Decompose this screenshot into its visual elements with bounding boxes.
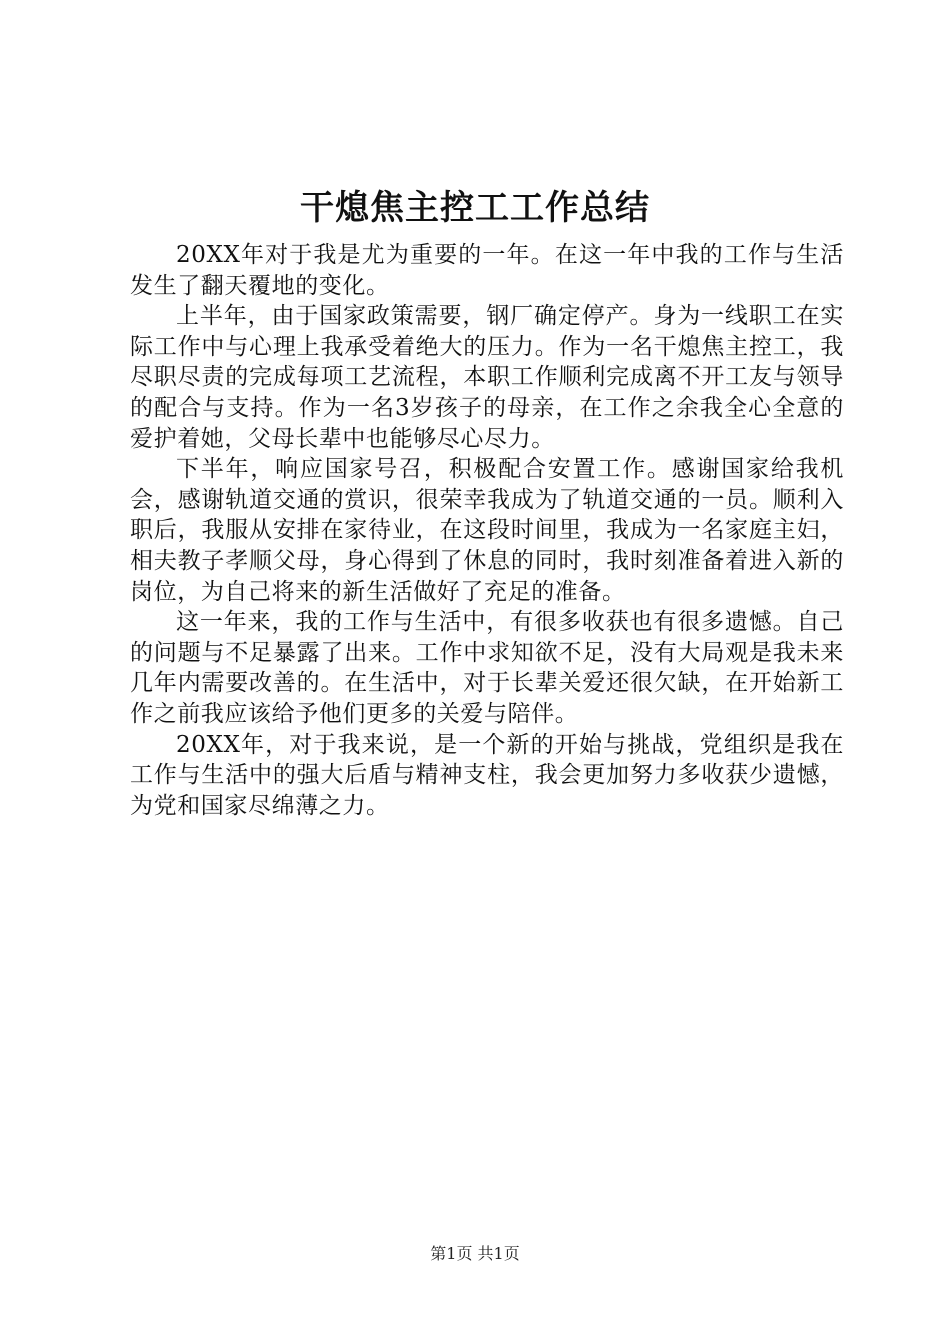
document-title: 干熄焦主控工工作总结 bbox=[300, 188, 650, 228]
paragraph-2: 上半年，由于国家政策需要，钢厂确定停产。身为一线职工在实际工作中与心理上我承受着绝大的压力。作为一名干熄焦主控工，我尽职尽责的完成每项工艺流程，本职工作顺利完成离不开工友与领导的配合与支持。作为一名3岁孩子的母亲，在工作之余我全心全意的爱护着她，父母长辈中也能够尽心尽力。 bbox=[130, 303, 844, 452]
paragraph-4: 这一年来，我的工作与生活中，有很多收获也有很多遗憾。自己的问题与不足暴露了出来。工作中求知欲不足，没有大局观是我未来几年内需要改善的。在生活中，对于长辈关爱还很欠缺，在开始新工作之前我应该给予他们更多的关爱与陪伴。 bbox=[130, 609, 844, 727]
page-footer: 第1页 共1页 bbox=[430, 1244, 520, 1263]
paragraph-1: 20XX年对于我是尤为重要的一年。在这一年中我的工作与生活发生了翻天覆地的变化。 bbox=[130, 242, 844, 299]
paragraph-3: 下半年，响应国家号召，积极配合安置工作。感谢国家给我机会，感谢轨道交通的赏识，很荣幸我成为了轨道交通的一员。顺利入职后，我服从安排在家待业，在这段时间里，我成为一名家庭主妇，相夫教子孝顺父母，身心得到了休息的同时，我时刻准备着进入新的岗位，为自己将来的新生活做好了充足的准备。 bbox=[130, 456, 844, 605]
paragraph-5: 20XX年，对于我来说，是一个新的开始与挑战，党组织是我在工作与生活中的强大后盾与精神支柱，我会更加努力多收获少遗憾，为党和国家尽绵薄之力。 bbox=[130, 731, 844, 819]
document-body bbox=[130, 240, 844, 821]
